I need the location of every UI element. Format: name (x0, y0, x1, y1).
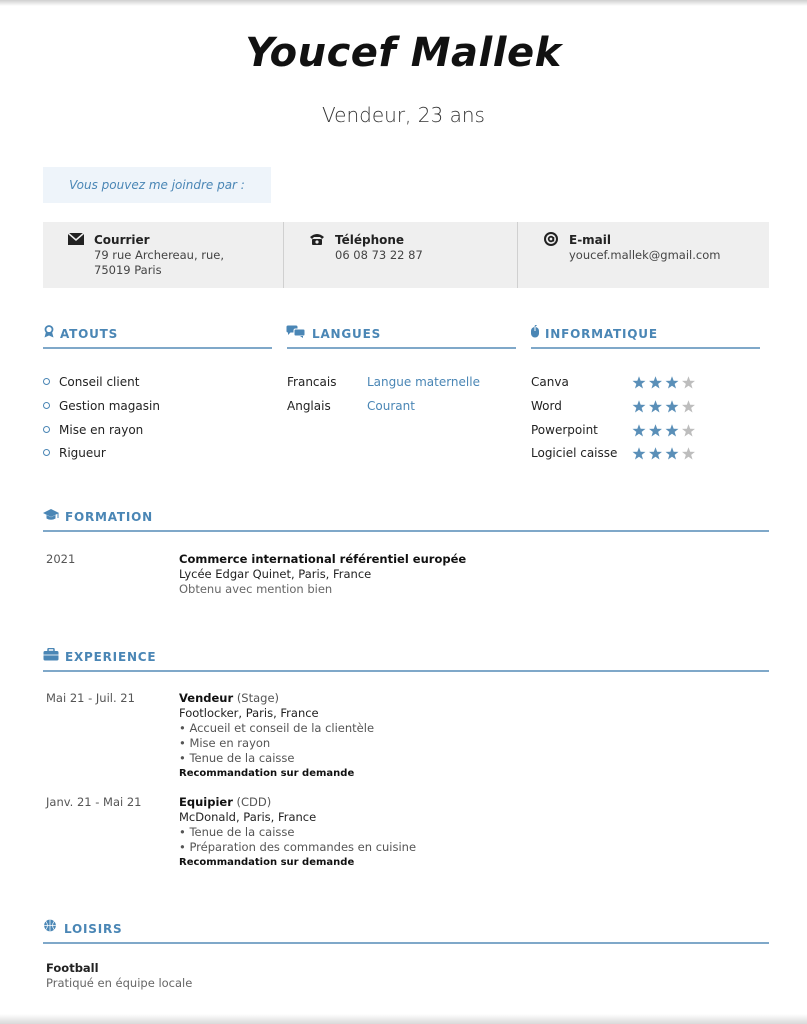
contact-bar (43, 222, 769, 288)
phone-icon (308, 232, 326, 246)
experience-reco: Recommandation sur demande (179, 857, 355, 868)
hobby-name: Football (46, 961, 99, 975)
bullet-icon (43, 378, 50, 385)
language-name: Francais (287, 375, 337, 389)
star-filled-icon (649, 400, 662, 412)
language-name: Anglais (287, 399, 331, 413)
experience-role: Vendeur (179, 691, 234, 705)
experience-role: Equipier (179, 795, 233, 809)
contact-email-value: youcef.mallek@gmail.com (569, 248, 721, 262)
langues-title: LANGUES (312, 327, 382, 341)
mouse-icon (530, 325, 540, 338)
contact-email (517, 222, 770, 288)
star-filled-icon (649, 376, 662, 388)
skill-name: Powerpoint (531, 423, 598, 437)
contact-phone-value: 06 08 73 22 87 (335, 248, 423, 262)
contact-mail-line2: 75019 Paris (94, 263, 162, 277)
experience-date: Janv. 21 - Mai 21 (46, 795, 142, 809)
atout-label: Mise en rayon (59, 423, 144, 437)
speech-bubbles-icon (286, 325, 306, 338)
experience-task: • Mise en rayon (179, 736, 271, 750)
contact-mail-value (94, 248, 224, 278)
experience-task: • Accueil et conseil de la clientèle (179, 721, 375, 735)
skill-rating (632, 423, 702, 437)
candidate-subtitle: Vendeur, 23 ans (322, 103, 485, 127)
informatique-title: INFORMATIQUE (545, 327, 658, 341)
formation-degree: Commerce international référentiel europée (179, 552, 467, 566)
bullet-icon (43, 426, 50, 433)
experience-date: Mai 21 - Juil. 21 (46, 691, 135, 705)
experience-entry (179, 795, 416, 870)
experience-divider (43, 670, 769, 672)
atout-item (43, 446, 106, 460)
language-level: Langue maternelle (367, 375, 480, 389)
star-filled-icon (666, 376, 679, 388)
skill-name: Canva (531, 375, 569, 389)
star-filled-icon (633, 424, 646, 436)
atout-item (43, 399, 160, 413)
star-filled-icon (649, 424, 662, 436)
loisirs-title: LOISIRS (64, 922, 123, 936)
atout-item (43, 375, 139, 389)
informatique-divider (531, 347, 760, 349)
experience-task: • Tenue de la caisse (179, 751, 295, 765)
experience-title: EXPERIENCE (65, 650, 157, 664)
star-filled-icon (666, 447, 679, 459)
hobby-item (46, 961, 192, 991)
atout-label: Conseil client (59, 375, 140, 389)
experience-reco: Recommandation sur demande (179, 768, 355, 779)
atouts-divider (43, 347, 272, 349)
formation-date: 2021 (46, 552, 76, 566)
experience-company: McDonald, Paris, France (179, 810, 317, 824)
formation-school: Lycée Edgar Quinet, Paris, France (179, 567, 372, 581)
experience-task: • Préparation des commandes en cuisine (179, 840, 417, 854)
star-empty-icon (682, 400, 695, 412)
star-rating-icons (632, 424, 702, 438)
star-filled-icon (649, 447, 662, 459)
badge-icon (42, 325, 56, 338)
star-rating-icons (632, 400, 702, 414)
star-rating-icons (632, 447, 702, 461)
langues-divider (287, 347, 516, 349)
experience-company: Footlocker, Paris, France (179, 706, 319, 720)
atouts-title: ATOUTS (60, 327, 119, 341)
skill-name: Logiciel caisse (531, 446, 618, 460)
reach-label: Vous pouvez me joindre par : (43, 167, 271, 203)
contact-mail-title: Courrier (94, 233, 150, 247)
basketball-icon (43, 919, 57, 932)
experience-entry (179, 691, 374, 781)
star-empty-icon (682, 424, 695, 436)
graduation-cap-icon (43, 508, 59, 521)
atout-item (43, 423, 143, 437)
contact-mail-line1: 79 rue Archereau, rue, (94, 248, 225, 262)
bottom-shadow (0, 1014, 807, 1024)
experience-type: (Stage) (236, 691, 280, 705)
experience-type: (CDD) (236, 795, 272, 809)
contact-mail (43, 222, 283, 288)
formation-title: FORMATION (65, 510, 154, 524)
bullet-icon (43, 449, 50, 456)
formation-entry (179, 552, 466, 597)
star-filled-icon (633, 400, 646, 412)
atout-label: Gestion magasin (59, 399, 160, 413)
bullet-icon (43, 402, 50, 409)
star-rating-icons (632, 376, 702, 390)
candidate-name: Youcef Mallek (245, 30, 562, 76)
envelope-icon (67, 232, 85, 246)
contact-phone-title: Téléphone (335, 233, 405, 247)
contact-phone (283, 222, 518, 288)
star-empty-icon (682, 447, 695, 459)
skill-rating (632, 446, 702, 460)
star-filled-icon (633, 376, 646, 388)
star-filled-icon (666, 424, 679, 436)
star-filled-icon (633, 447, 646, 459)
star-filled-icon (666, 400, 679, 412)
formation-divider (43, 530, 769, 532)
at-icon (542, 232, 560, 246)
atout-label: Rigueur (59, 446, 106, 460)
briefcase-icon (43, 648, 59, 661)
top-shadow (0, 0, 807, 6)
skill-rating (632, 399, 702, 413)
hobby-detail: Pratiqué en équipe locale (46, 976, 193, 990)
language-level: Courant (367, 399, 415, 413)
star-empty-icon (682, 376, 695, 388)
loisirs-divider (43, 942, 769, 944)
skill-rating (632, 375, 702, 389)
skill-name: Word (531, 399, 562, 413)
formation-note: Obtenu avec mention bien (179, 582, 333, 596)
contact-email-title: E-mail (569, 233, 612, 247)
experience-task: • Tenue de la caisse (179, 825, 295, 839)
